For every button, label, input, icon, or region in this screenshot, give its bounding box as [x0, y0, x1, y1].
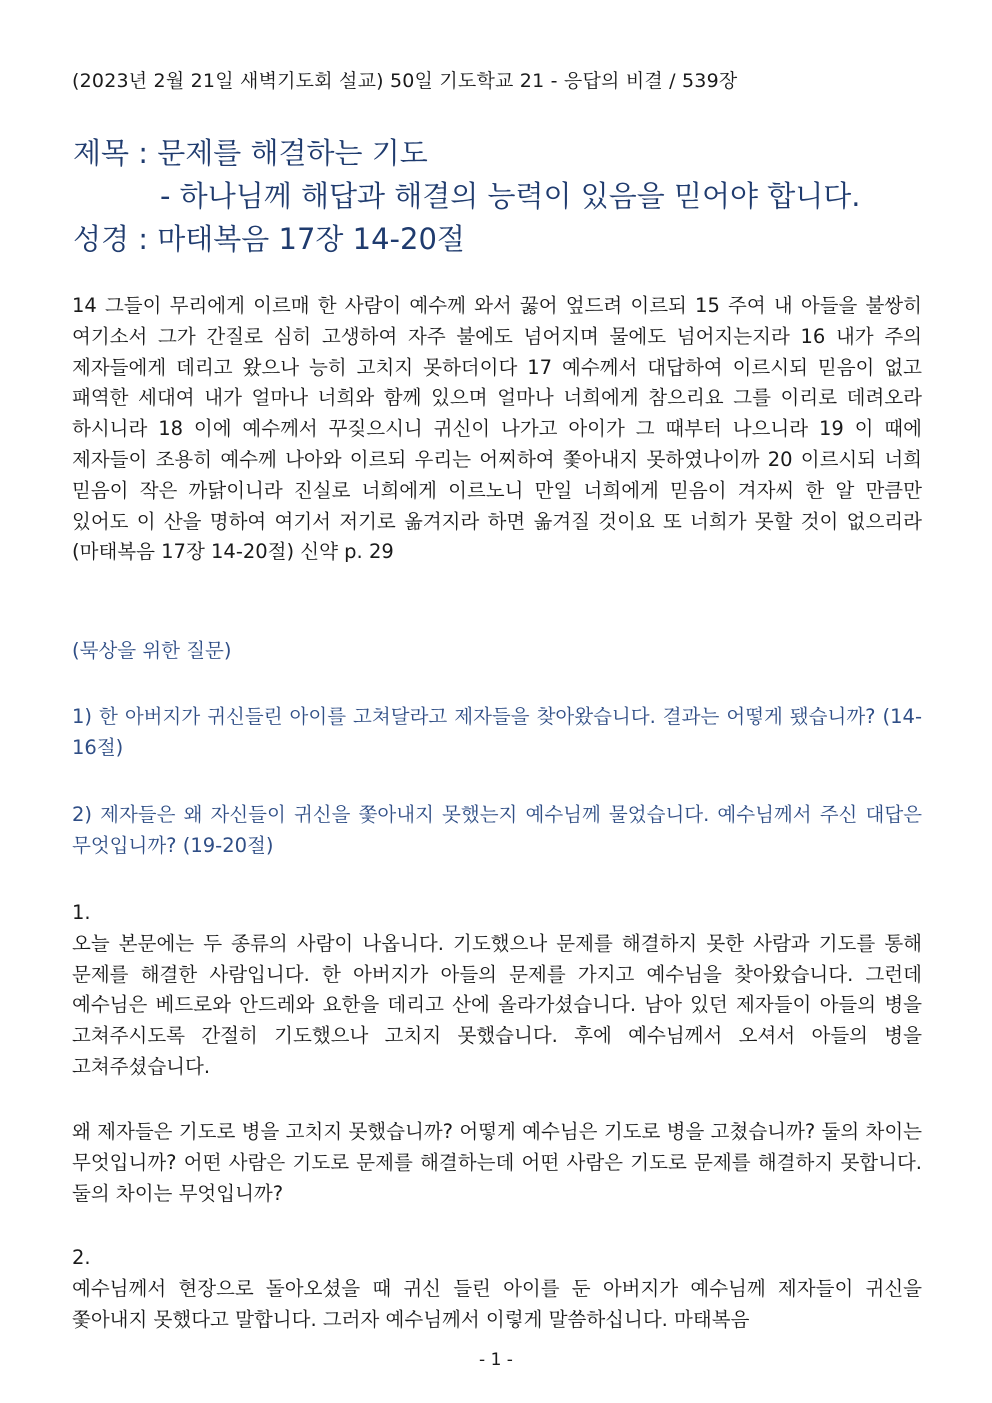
- section-paragraph: 예수님께서 현장으로 돌아오셨을 때 귀신 들린 아이를 둔 아버지가 예수님께 제자들이 귀신을 쫓아내지 못했다고 말합니다. 그러자 예수님께서 이렇게 말씀하십니다. 마태복음: [72, 1276, 922, 1331]
- meditation-question-2: 2) 제자들은 왜 자신들이 귀신을 쫓아내지 못했는지 예수님께 물었습니다. 예수님께서 주신 대답은 무엇입니까? (19-20절): [72, 803, 922, 857]
- title-line: 제목 : 문제를 해결하는 기도: [73, 136, 428, 170]
- section-2: [72, 1243, 922, 1335]
- meditation-heading: (묵상을 위한 질문): [72, 639, 232, 662]
- meditation-question-1: 1) 한 아버지가 귀신들린 아이를 고쳐달라고 제자들을 찾아왔습니다. 결과는 어떻게 됐습니까? (14-16절): [72, 705, 922, 759]
- section-number: 1.: [72, 901, 91, 924]
- section-1: [72, 898, 922, 1083]
- section-paragraph: 왜 제자들은 기도로 병을 고치지 못했습니까? 어떻게 예수님은 기도로 병을 고쳤습니까? 둘의 차이는 무엇입니까? 어떤 사람은 기도로 문제를 해결하는데 어떤 사람은 기도로 문제를 해결하지 못합니다. 둘의 차이는 무엇입니까?: [72, 1120, 922, 1205]
- section-number: 2.: [72, 1246, 91, 1269]
- subtitle-line: - 하나님께 해답과 해결의 능력이 있음을 믿어야 합니다.: [160, 179, 861, 213]
- scripture-text: 14 그들이 무리에게 이르매 한 사람이 예수께 와서 꿇어 엎드려 이르되 15 주여 내 아들을 불쌍히 여기소서 그가 간질로 심히 고생하여 자주 불에도 넘어지며 물에도 넘어지는지라 16 내가 주의 제자들에게 데리고 왔으나 능히 고치지 못하더이다 17 예수께서 대답하여 이르시되 믿음이 없고 패역한 세대여 내가 얼마나 너희와 함께 있으며 얼마나 너희에게 참으리요 그를 이리로 데려오라 하시니라 18 이에 예수께서 꾸짖으시니 귀신이 나가고 아이가 그 때부터 나으니라 19 이 때에 제자들이 조용히 예수께 나아와 이르되 우리는 어찌하여 쫓아내지 못하였나이까 20 이르시되 너희 믿음이 작은 까닭이니라 진실로 너희에게 이르노니 만일 너희에게 믿음이 겨자씨 한 알 만큼만 있어도 이 산을 명하여 여기서 저기로 옮겨지라 하면 옮겨질 것이요 또 너희가 못할 것이 없으리라 (마태복음 17장 14-20절) 신약 p. 29: [72, 294, 922, 564]
- scripture-reference: 성경 : 마태복음 17장 14-20절: [73, 222, 465, 256]
- section-paragraph: 오늘 본문에는 두 종류의 사람이 나옵니다. 기도했으나 문제를 해결하지 못한 사람과 기도를 통해 문제를 해결한 사람입니다. 한 아버지가 아들의 문제를 가지고 예수님을 찾아왔습니다. 그런데 예수님은 베드로와 안드레와 요한을 데리고 산에 올라가셨습니다. 남아 있던 제자들이 아들의 병을 고쳐주시도록 간절히 기도했으나 고치지 못했습니다. 후에 예수님께서 오셔서 아들의 병을 고쳐주셨습니다.: [72, 931, 922, 1078]
- page-number: - 1 -: [479, 1350, 513, 1370]
- sermon-header: (2023년 2월 21일 새벽기도회 설교) 50일 기도학교 21 - 응답의 비결 / 539장: [72, 70, 738, 92]
